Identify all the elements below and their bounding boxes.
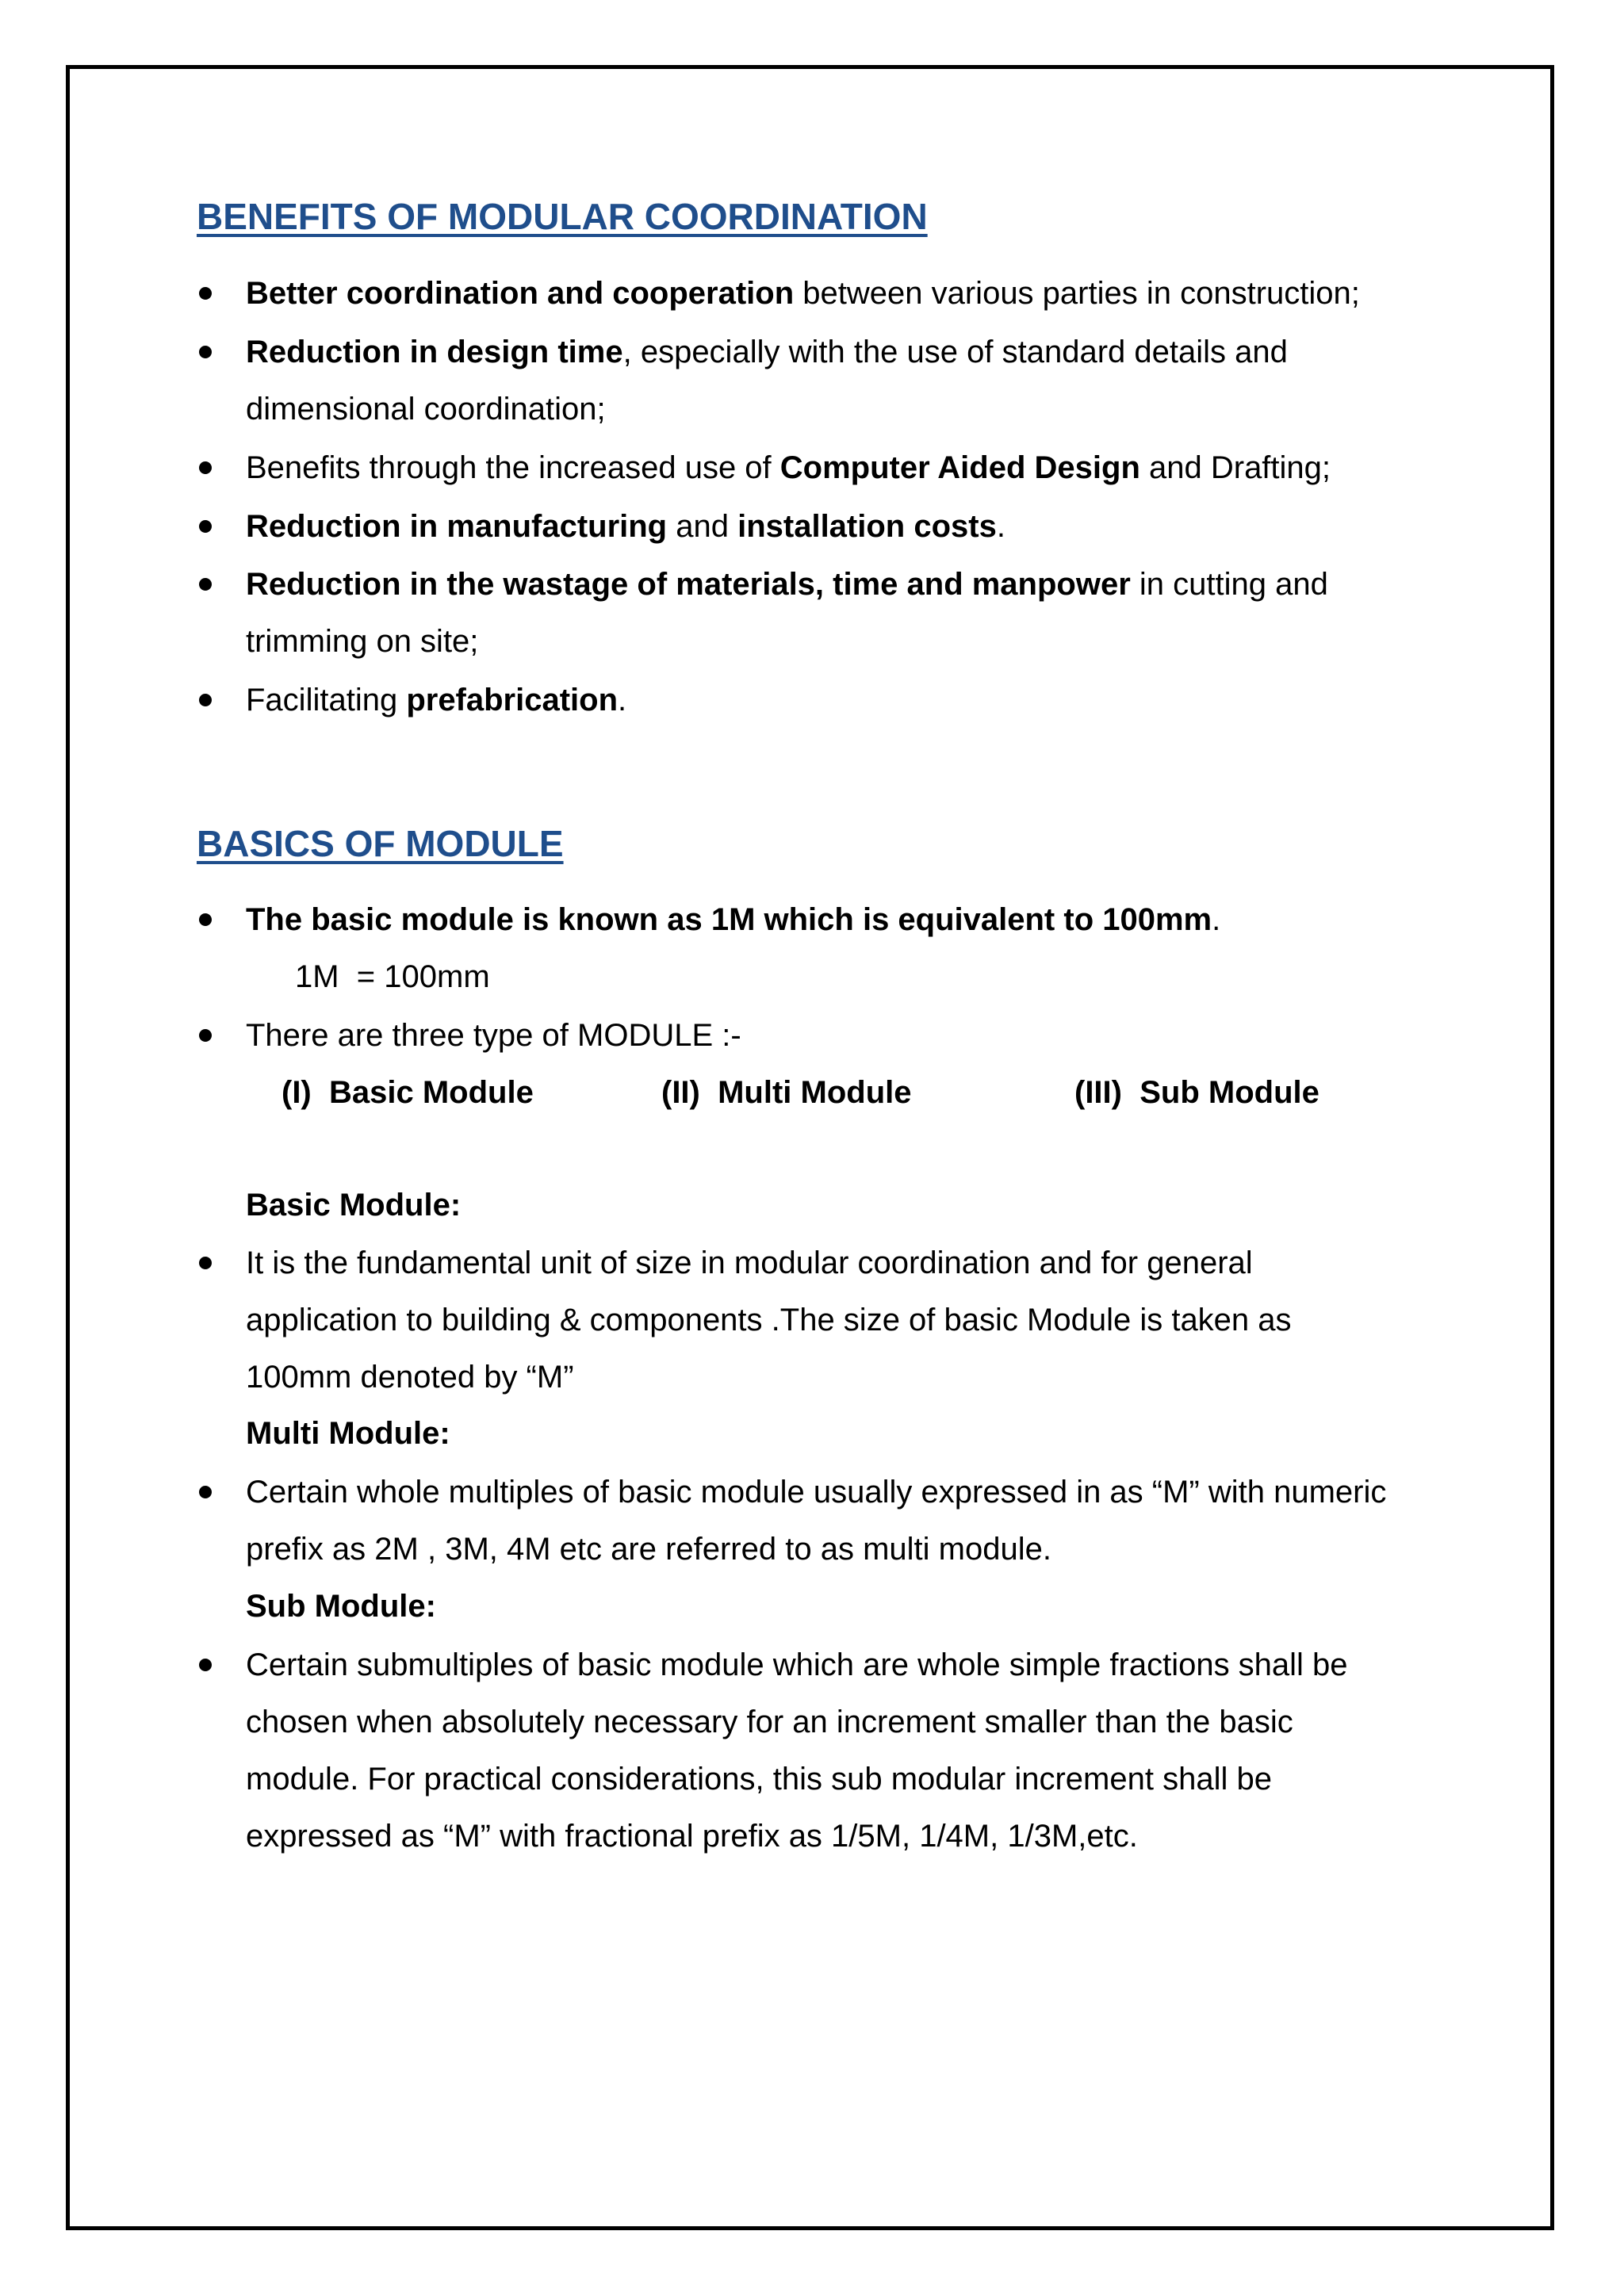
multi-module-line-1: Certain whole multiples of basic module usually expressed in as “M” with numeric: [246, 1475, 1387, 1510]
bullet-icon: [199, 461, 212, 474]
sub-module-line-3: module. For practical considerations, this sub modular increment shall be: [246, 1762, 1272, 1797]
basic-module-line-1: It is the fundamental unit of size in modular coordination and for general: [246, 1246, 1253, 1280]
benefit-item-3: Benefits through the increased use of Computer Aided Design and Drafting;: [246, 450, 1331, 485]
basics-equation: 1M = 100mm: [295, 959, 490, 994]
multi-module-line-2: prefix as 2M , 3M, 4M etc are referred to as multi module.: [246, 1532, 1051, 1567]
basics-intro: The basic module is known as 1M which is equivalent to 100mm.: [246, 902, 1221, 937]
benefit-item-5: Reduction in the wastage of materials, time and manpower in cutting and: [246, 567, 1328, 602]
bullet-icon: [199, 913, 212, 926]
benefit-item-5-cont: trimming on site;: [246, 624, 479, 659]
bullet-icon: [199, 694, 212, 706]
bullet-icon: [199, 1029, 212, 1042]
module-type-multi: (II) Multi Module: [661, 1075, 912, 1110]
basic-module-line-2: application to building & components .The size of basic Module is taken as: [246, 1303, 1292, 1337]
module-type-basic: (I) Basic Module: [282, 1075, 534, 1110]
module-types-intro: There are three type of MODULE :-: [246, 1018, 741, 1053]
module-type-sub: (III) Sub Module: [1074, 1075, 1320, 1110]
sub-module-line-4: expressed as “M” with fractional prefix as 1/5M, 1/4M, 1/3M,etc.: [246, 1819, 1138, 1854]
basic-module-title: Basic Module:: [246, 1188, 462, 1223]
benefit-item-1: Better coordination and cooperation between various parties in construction;: [246, 276, 1360, 311]
bullet-icon: [199, 346, 212, 358]
benefit-item-2-cont: dimensional coordination;: [246, 392, 606, 427]
benefit-item-2: Reduction in design time, especially with the use of standard details and: [246, 335, 1288, 369]
benefit-item-4: Reduction in manufacturing and installation costs.: [246, 509, 1005, 544]
basics-heading: BASICS OF MODULE: [197, 823, 564, 864]
multi-module-title: Multi Module:: [246, 1416, 450, 1451]
bullet-icon: [199, 287, 212, 300]
bullet-icon: [199, 1486, 212, 1498]
sub-module-line-1: Certain submultiples of basic module which are whole simple fractions shall be: [246, 1647, 1348, 1682]
page-border: [66, 65, 1554, 2230]
bullet-icon: [199, 578, 212, 591]
bullet-icon: [199, 1257, 212, 1269]
basic-module-line-3: 100mm denoted by “M”: [246, 1360, 574, 1395]
benefits-heading: BENEFITS OF MODULAR COORDINATION: [197, 196, 928, 237]
benefit-item-6: Facilitating prefabrication.: [246, 683, 627, 718]
bullet-icon: [199, 1659, 212, 1671]
sub-module-title: Sub Module:: [246, 1589, 436, 1624]
sub-module-line-2: chosen when absolutely necessary for an increment smaller than the basic: [246, 1705, 1293, 1739]
bullet-icon: [199, 520, 212, 533]
